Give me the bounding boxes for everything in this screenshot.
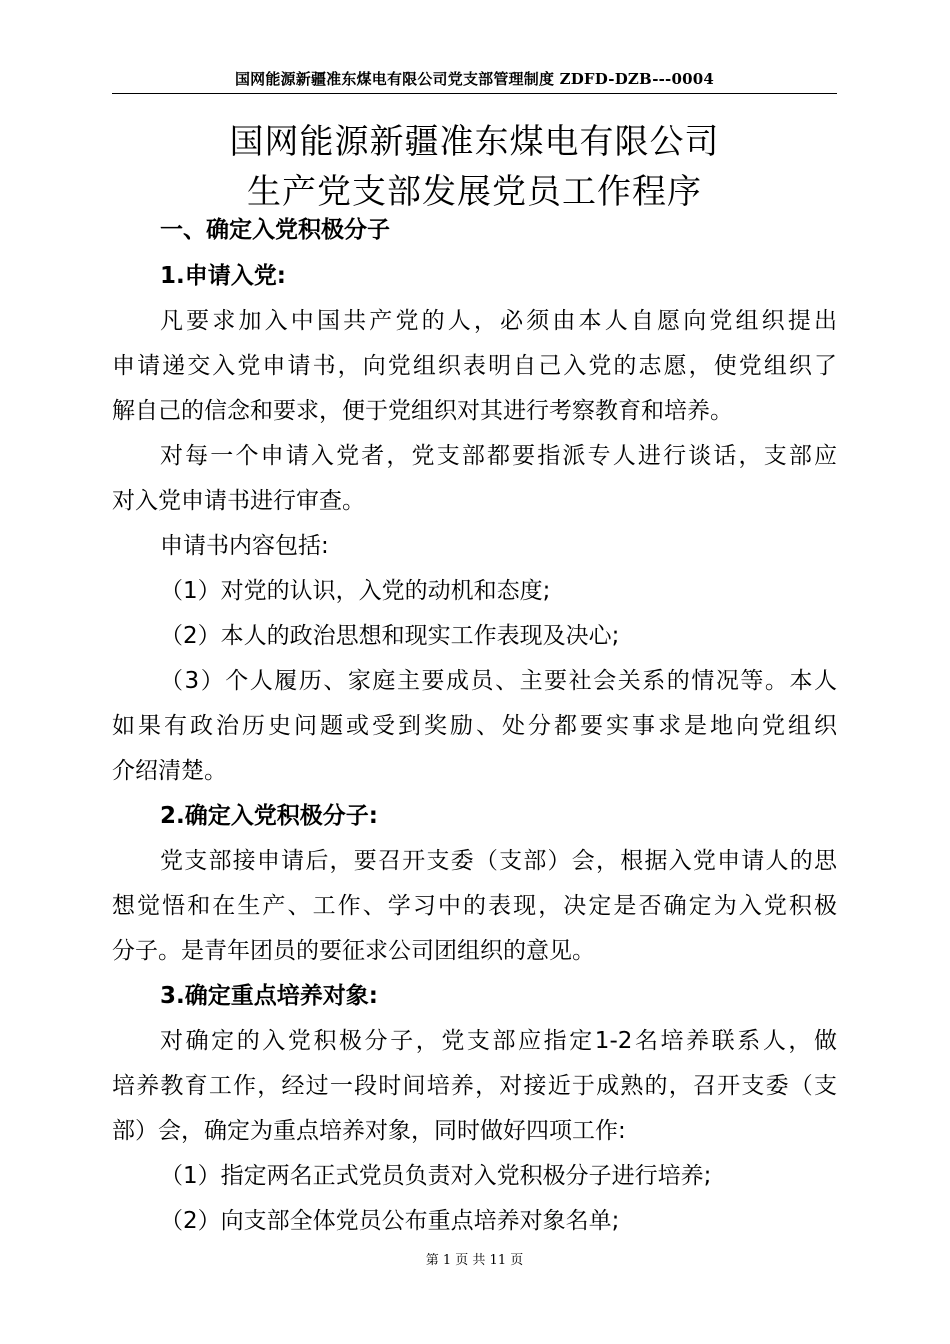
paragraph-line: 如果有政治历史问题或受到奖励、处分都要实事求是地向党组织 [112,713,837,739]
paragraph-line: 培养教育工作，经过一段时间培养，对接近于成熟的，召开支委（支 [112,1073,837,1099]
paragraph-line: 分子。是青年团员的要征求公司团组织的意见。 [112,938,595,964]
paragraph-line: 对确定的入党积极分子，党支部应指定1-2名培养联系人，做 [160,1028,837,1054]
running-header: 国网能源新疆准东煤电有限公司党支部管理制度 ZDFD-DZB---0004 [234,70,715,88]
subsection-heading-activists: 2.确定入党积极分子: [160,803,378,829]
paragraph-line: 解自己的信念和要求，便于党组织对其进行考察教育和培养。 [112,398,733,424]
document-title-line-1: 国网能源新疆准东煤电有限公司 [229,122,720,162]
paragraph-line: 想觉悟和在生产、工作、学习中的表现，决定是否确定为入党积极 [112,893,837,919]
page-number-footer: 第 1 页 共 11 页 [425,1253,524,1268]
paragraph-line: 介绍清楚。 [112,758,227,784]
paragraph-line: 凡要求加入中国共产党的人，必须由本人自愿向党组织提出 [160,308,837,334]
paragraph-line: 申请递交入党申请书，向党组织表明自己入党的志愿，使党组织了 [112,353,837,379]
document-title-line-2: 生产党支部发展党员工作程序 [247,172,702,212]
list-item: （3）个人履历、家庭主要成员、主要社会关系的情况等。本人 [160,668,837,694]
paragraph-line: 对入党申请书进行审查。 [112,488,365,514]
subsection-heading-training: 3.确定重点培养对象: [160,983,378,1009]
subsection-heading-apply: 1.申请入党: [160,263,286,289]
paragraph-line: 申请书内容包括: [160,533,329,559]
list-item: （2）本人的政治思想和现实工作表现及决心; [160,623,620,649]
list-item: （2）向支部全体党员公布重点培养对象名单; [160,1208,620,1234]
section-heading: 一、确定入党积极分子 [160,217,390,243]
paragraph-line: 对每一个申请入党者，党支部都要指派专人进行谈话，支部应 [160,443,837,469]
paragraph-line: 党支部接申请后，要召开支委（支部）会，根据入党申请人的思 [160,848,837,874]
paragraph-line: 部）会，确定为重点培养对象，同时做好四项工作: [112,1118,626,1144]
list-item: （1）对党的认识，入党的动机和态度; [160,578,551,604]
header-divider [112,93,837,94]
list-item: （1）指定两名正式党员负责对入党积极分子进行培养; [160,1163,712,1189]
